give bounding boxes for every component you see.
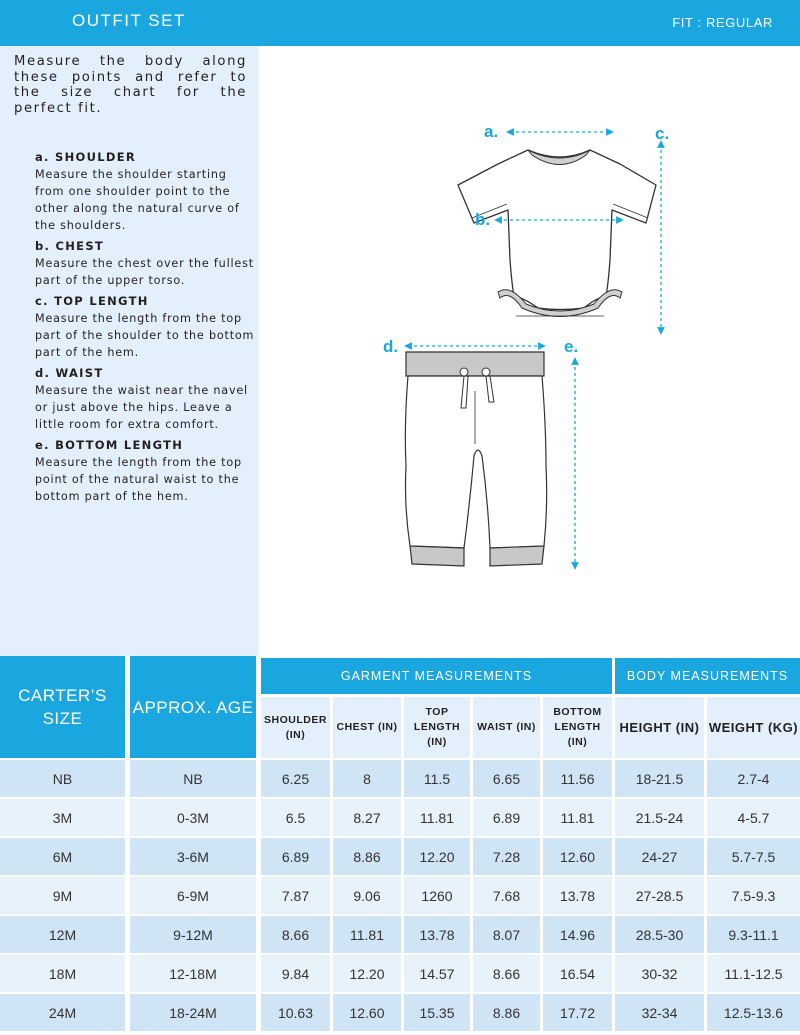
cell-age: 0-3M — [130, 799, 256, 836]
fit-label: FIT : REGULAR — [672, 15, 773, 30]
cell-weight: 4-5.7 — [707, 799, 800, 836]
cell-top-length: 1260 — [404, 877, 470, 914]
cell-top-length: 12.20 — [404, 838, 470, 875]
definition-text: Measure the length from the top part of the shoulder to the bottom part of the hem. — [35, 312, 255, 359]
header-top-length: TOP LENGTH (IN) — [404, 697, 470, 758]
cell-waist: 8.07 — [473, 916, 540, 953]
cell-bottom-length: 11.56 — [543, 760, 612, 797]
label-d: d. — [383, 337, 399, 356]
cell-height: 18-21.5 — [615, 760, 704, 797]
cell-shoulder: 9.84 — [261, 955, 330, 992]
cell-height: 28.5-30 — [615, 916, 704, 953]
label-c: c. — [655, 124, 670, 143]
cell-size: 18M — [0, 955, 125, 992]
definition-text: Measure the chest over the fullest part of the upper torso. — [35, 257, 254, 287]
header-bar — [0, 0, 800, 46]
cell-size: 12M — [0, 916, 125, 953]
header-weight: WEIGHT (KG) — [707, 697, 800, 758]
cell-top-length: 11.5 — [404, 760, 470, 797]
header-approx-age: APPROX. AGE — [130, 656, 256, 758]
definition-shoulder — [35, 150, 255, 234]
label-a: a. — [484, 122, 499, 141]
cell-bottom-length: 16.54 — [543, 955, 612, 992]
bodysuit-drawing — [458, 150, 656, 317]
cell-size: 24M — [0, 994, 125, 1031]
pants-drawing — [405, 352, 546, 566]
cell-weight: 2.7-4 — [707, 760, 800, 797]
cell-chest: 9.06 — [333, 877, 401, 914]
measurement-definitions — [35, 150, 255, 510]
cell-chest: 8.86 — [333, 838, 401, 875]
cell-size: NB — [0, 760, 125, 797]
cell-bottom-length: 14.96 — [543, 916, 612, 953]
cell-chest: 8.27 — [333, 799, 401, 836]
cell-waist: 8.66 — [473, 955, 540, 992]
instructions-panel — [0, 46, 259, 656]
cell-weight: 7.5-9.3 — [707, 877, 800, 914]
definition-title: a. SHOULDER — [35, 150, 137, 164]
label-b: b. — [475, 210, 491, 229]
definition-bottom-length — [35, 438, 255, 505]
label-e: e. — [564, 337, 579, 356]
cell-age: 9-12M — [130, 916, 256, 953]
size-chart-table — [0, 656, 800, 1035]
cell-waist: 7.28 — [473, 838, 540, 875]
cell-waist: 7.68 — [473, 877, 540, 914]
cell-height: 27-28.5 — [615, 877, 704, 914]
cell-top-length: 14.57 — [404, 955, 470, 992]
cell-chest: 11.81 — [333, 916, 401, 953]
cell-age: 3-6M — [130, 838, 256, 875]
cell-height: 32-34 — [615, 994, 704, 1031]
intro-text: Measure the body along these points and refer to the size chart for the perfect fit. — [14, 54, 247, 116]
cell-top-length: 13.78 — [404, 916, 470, 953]
header-body-measurements: BODY MEASUREMENTS — [615, 658, 800, 694]
definition-title: e. BOTTOM LENGTH — [35, 438, 184, 452]
header-waist: WAIST (IN) — [473, 697, 540, 758]
cell-shoulder: 10.63 — [261, 994, 330, 1031]
cell-shoulder: 6.5 — [261, 799, 330, 836]
cell-size: 9M — [0, 877, 125, 914]
cell-chest: 12.20 — [333, 955, 401, 992]
definition-chest — [35, 239, 255, 289]
cell-bottom-length: 13.78 — [543, 877, 612, 914]
cell-weight: 5.7-7.5 — [707, 838, 800, 875]
cell-height: 30-32 — [615, 955, 704, 992]
definition-title: d. WAIST — [35, 366, 104, 380]
cell-size: 6M — [0, 838, 125, 875]
definition-text: Measure the shoulder starting from one shoulder point to the other along the natural curve of the shoulders. — [35, 168, 240, 232]
cell-chest: 8 — [333, 760, 401, 797]
header-shoulder: SHOULDER (IN) — [261, 697, 330, 758]
cell-weight: 9.3-11.1 — [707, 916, 800, 953]
definition-top-length — [35, 294, 255, 361]
cell-weight: 11.1-12.5 — [707, 955, 800, 992]
cell-age: 6-9M — [130, 877, 256, 914]
cell-age: 12-18M — [130, 955, 256, 992]
garment-diagram — [260, 46, 800, 656]
cell-age: NB — [130, 760, 256, 797]
header-carters-size: CARTER’S SIZE — [0, 656, 125, 758]
definition-text: Measure the length from the top point of the natural waist to the bottom part of the hem. — [35, 456, 242, 503]
cell-size: 3M — [0, 799, 125, 836]
cell-shoulder: 6.25 — [261, 760, 330, 797]
cell-height: 24-27 — [615, 838, 704, 875]
cell-top-length: 11.81 — [404, 799, 470, 836]
cell-age: 18-24M — [130, 994, 256, 1031]
header-bottom-length: BOTTOM LENGTH (IN) — [543, 697, 612, 758]
page-title: OUTFIT SET — [72, 11, 186, 30]
cell-bottom-length: 12.60 — [543, 838, 612, 875]
cell-shoulder: 8.66 — [261, 916, 330, 953]
header-height: HEIGHT (IN) — [615, 697, 704, 758]
cell-chest: 12.60 — [333, 994, 401, 1031]
definition-title: c. TOP LENGTH — [35, 294, 149, 308]
cell-height: 21.5-24 — [615, 799, 704, 836]
header-garment-measurements: GARMENT MEASUREMENTS — [261, 658, 612, 694]
garment-illustration — [260, 46, 800, 656]
cell-top-length: 15.35 — [404, 994, 470, 1031]
cell-bottom-length: 11.81 — [543, 799, 612, 836]
cell-bottom-length: 17.72 — [543, 994, 612, 1031]
header-chest: CHEST (IN) — [333, 697, 401, 758]
cell-weight: 12.5-13.6 — [707, 994, 800, 1031]
cell-shoulder: 7.87 — [261, 877, 330, 914]
definition-title: b. CHEST — [35, 239, 105, 253]
cell-shoulder: 6.89 — [261, 838, 330, 875]
cell-waist: 8.86 — [473, 994, 540, 1031]
cell-waist: 6.89 — [473, 799, 540, 836]
cell-waist: 6.65 — [473, 760, 540, 797]
definition-text: Measure the waist near the navel or just above the hips. Leave a little room for extra comfort. — [35, 384, 248, 431]
definition-waist — [35, 366, 255, 433]
